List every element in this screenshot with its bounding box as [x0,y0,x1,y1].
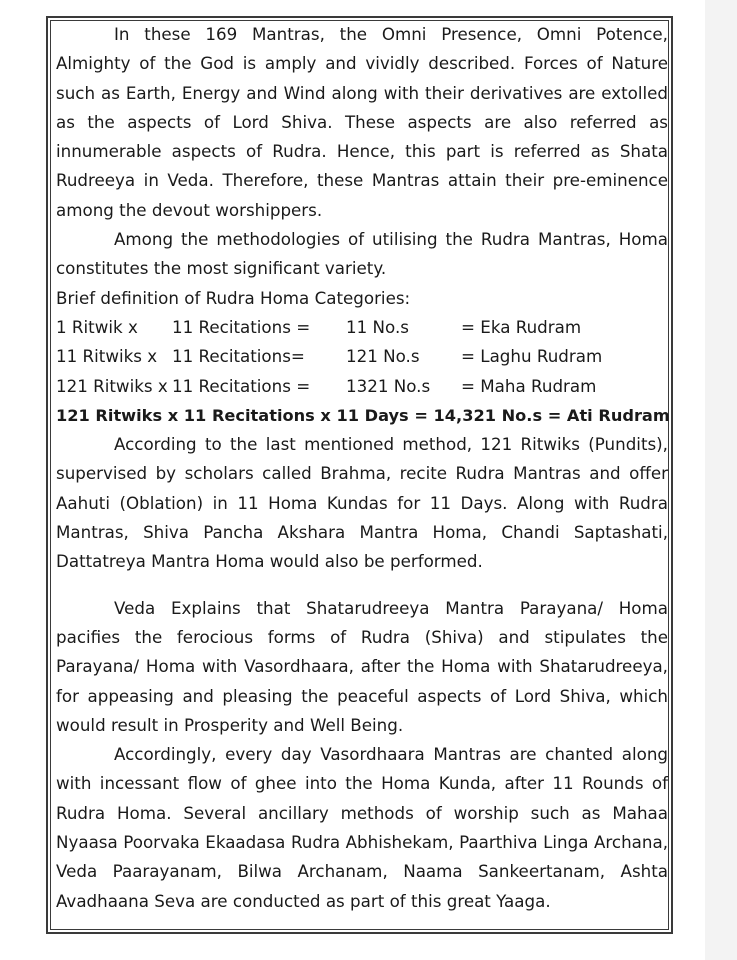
paragraph-vasordhaara: Accordingly, every day Vasordhaara Mantras are chanted along with incessant flow of ghee into the Homa Kunda, after 11 Rounds of Rudra Homa. Several ancillary methods of worship such as Mahaa Nyaasa Poorvaka Ekaadasa Rudra Abhishekam, Paarthiva Linga Archana, Veda Paarayanam, Bilwa Archanam, Naama Sankeertanam, Ashta Avadhaana Seva are conducted as part of this great Yaaga. [56,744,668,911]
category-name: = Eka Rudram [461,316,582,337]
category-name: = Laghu Rudram [461,346,603,367]
categories-heading: Brief definition of Rudra Homa Categories: [56,287,411,308]
category-name: = Maha Rudram [461,375,597,396]
category-count: 11 No.s [346,316,409,337]
ati-rudram-line: 121 Ritwiks x 11 Recitations x 11 Days = 14,321 No.s = Ati Rudram [56,405,670,425]
paragraph-gap [56,577,668,594]
category-ritwiks: 1 Ritwik x [56,316,138,337]
category-ritwiks: 121 Ritwiks x [56,375,168,396]
category-row-maha [56,372,668,401]
category-recitations: 11 Recitations= [172,346,305,367]
category-row-eka [56,313,668,342]
category-count: 1321 No.s [346,375,431,396]
document-body [56,20,668,916]
category-recitations: 11 Recitations = [172,375,311,396]
category-recitations: 11 Recitations = [172,316,311,337]
paragraph-ati-rudram: According to the last mentioned method, 121 Ritwiks (Pundits), supervised by scholars called Brahma, recite Rudra Mantras and offer Aahuti (Oblation) in 11 Homa Kundas for 11 Days. Along with Rudra Mantras, Shiva Pancha Akshara Mantra Homa, Chandi Saptashati, Dattatreya Mantra Homa would also be performed. [56,434,668,572]
paragraph-homa: Among the methodologies of utilising the Rudra Mantras, Homa constitutes the most significant variety. [56,229,668,279]
paragraph-veda: Veda Explains that Shatarudreeya Mantra Parayana/ Homa pacifies the ferocious forms of Rudra (Shiva) and stipulates the Parayana/ Homa with Vasordhaara, after the Homa with Shatarudreeya, for appeasing and pleasing the peaceful aspects of Lord Shiva, which would result in Prosperity and Well Being. [56,597,668,735]
category-ritwiks: 11 Ritwiks x [56,346,158,367]
category-row-laghu [56,342,668,371]
category-count: 121 No.s [346,346,420,367]
paragraph-mantras: In these 169 Mantras, the Omni Presence, Omni Potence, Almighty of the God is amply and vividly described. Forces of Nature such as Earth, Energy and Wind along with their derivatives are extolled as the aspects of Lord Shiva. These aspects are also referred as innumerable aspects of Rudra. Hence, this part is referred as Shata Rudreeya in Veda. Therefore, these Mantras attain their pre-eminence among the devout worshippers. [56,24,668,220]
